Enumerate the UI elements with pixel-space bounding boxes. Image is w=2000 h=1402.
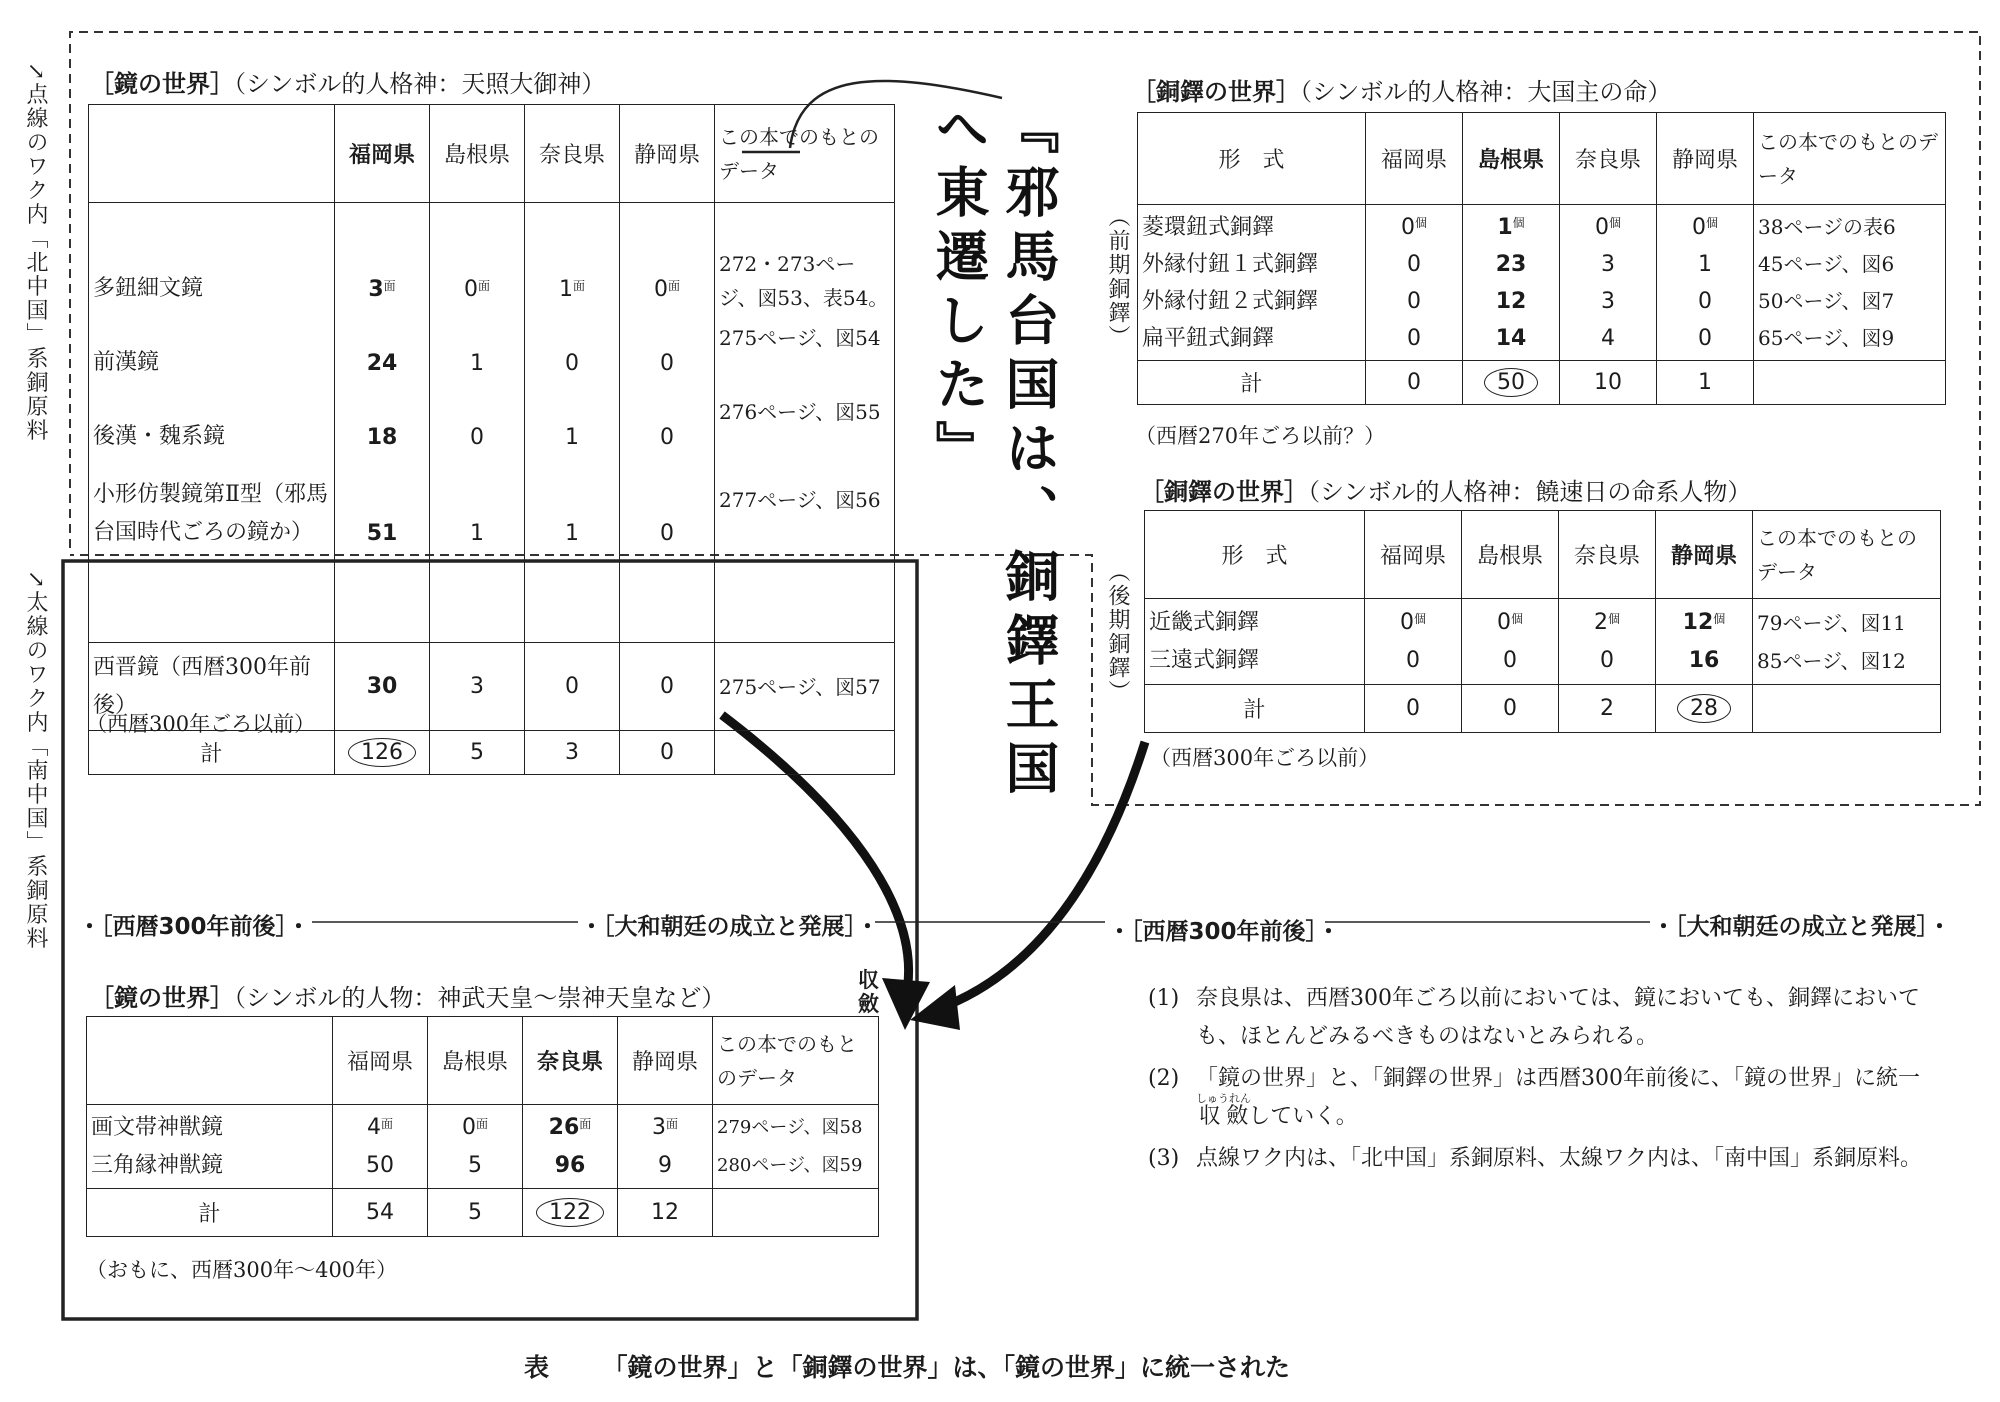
header-nara: 奈良県 [523, 1017, 618, 1105]
col-source [1753, 599, 1941, 685]
col-source [1754, 205, 1946, 361]
cell-value: 0 [660, 520, 674, 546]
source-ref: 50ページ、図7 [1758, 288, 1895, 313]
col-shimane [1462, 599, 1559, 685]
header-nara: 奈良県 [1559, 511, 1656, 599]
item-name: 三角縁神獣鏡 [91, 1152, 224, 1178]
cell-value: 1 [558, 276, 573, 302]
cell-value: 0 [1399, 609, 1414, 635]
point-number: (2) [1148, 1066, 1180, 1091]
cell-value: 0 [1496, 609, 1511, 635]
total-value: 0 [1365, 685, 1462, 733]
unit-label: 面 [665, 1116, 678, 1131]
bell-early-caption [1132, 72, 1671, 107]
cell-value: 0 [1600, 647, 1614, 673]
col-shizuoka [620, 203, 715, 643]
handwritten-note-line1: 『邪馬台国は、銅鐸王国 [997, 100, 1060, 804]
total-value: 0 [620, 731, 715, 775]
row-items-cell [89, 203, 335, 643]
total-label: 計 [1138, 361, 1366, 405]
total-circled: 28 [1677, 694, 1731, 723]
caption-sub: （シンボル的人物：神武天皇〜崇神天皇など） [234, 984, 726, 1012]
mirror-late-table [86, 1016, 879, 1237]
point-text: 奈良県は、西暦300年ごろ以前においては、鏡においても、銅鐸においても、ほとんどみるべきものはないとみられる。 [1196, 986, 1920, 1049]
cell-value: 2 [1593, 609, 1608, 635]
total-circled: 126 [348, 738, 416, 767]
total-value: 12 [618, 1189, 713, 1237]
cell-value: 96 [554, 1152, 586, 1178]
item-name: 小形仿製鏡第Ⅱ型（邪馬台国時代ごろの鏡か） [93, 481, 328, 545]
mirror-early-note: （西暦300年ごろ以前） [86, 712, 316, 736]
point-number: (3) [1148, 1146, 1180, 1171]
caption-title: ［銅鐸の世界］ [1132, 78, 1300, 106]
header-shimane: 島根県 [1462, 511, 1559, 599]
source-ref: 280ページ、図59 [717, 1154, 863, 1176]
header-source: この本でのもとのデータ [1754, 113, 1946, 205]
header-nara: 奈良県 [1560, 113, 1657, 205]
col-fukuoka [1366, 205, 1463, 361]
cell-value: 0 [1503, 647, 1517, 673]
mirror-early-caption [90, 64, 605, 99]
cell-value: 0 [1400, 214, 1415, 240]
total-value: 1 [1657, 361, 1754, 405]
bell-late-side-label: （後期銅鐸） [1105, 560, 1130, 704]
header-type: 形 式 [1145, 511, 1365, 599]
cell-value: 0 [1407, 325, 1421, 351]
cell-value: 50 [366, 1152, 394, 1178]
footer-caption [524, 1348, 1290, 1384]
cell-value: 0 [1594, 214, 1609, 240]
total-value: 5 [430, 731, 525, 775]
source-ref: 45ページ、図6 [1758, 251, 1895, 276]
cell-value: 0 [1407, 288, 1421, 314]
col-shimane [428, 1105, 523, 1189]
item-name: 多鈕細文鏡 [93, 275, 204, 301]
point-text: していく。 [1248, 1104, 1358, 1129]
total-value: 5 [428, 1189, 523, 1237]
cell-value: 3 [651, 1114, 666, 1140]
point-item [1148, 1140, 1956, 1178]
cell-value: 4 [1601, 325, 1615, 351]
cell-value: 3 [1601, 288, 1615, 314]
col-nara [1560, 205, 1657, 361]
header-source: この本でのもとのデータ [1753, 511, 1941, 599]
item-name: 菱環鈕式銅鐸 [1142, 214, 1275, 240]
unit-label: 面 [579, 1116, 592, 1131]
bell-early-note: （西暦270年ごろ以前？） [1135, 424, 1386, 448]
col-shimane [1463, 205, 1560, 361]
unit-label: 面 [475, 1116, 488, 1131]
cell-value: 12 [1682, 609, 1714, 635]
cell-value: 0 [1691, 214, 1706, 240]
col-fukuoka [1365, 599, 1462, 685]
cell-value: 0 [1698, 288, 1712, 314]
cell-value: 0 [470, 424, 484, 450]
caption-title: ［鏡の世界］ [90, 984, 234, 1012]
item-name: 外縁付鈕１式銅鐸 [1142, 251, 1319, 277]
source-ref: 275ページ、図54 [719, 325, 881, 350]
caption-sub: （シンボル的人格神：大国主の命） [1300, 78, 1672, 106]
header-nara: 奈良県 [525, 105, 620, 203]
unit-label: 面 [383, 278, 396, 293]
source-ref: 65ページ、図9 [1758, 325, 1895, 350]
unit-label: 個 [1705, 215, 1718, 230]
cell-value: 0 [1698, 325, 1712, 351]
mirror-early-table [88, 104, 895, 775]
cell-value: 16 [1688, 647, 1720, 673]
cell-value: 51 [366, 520, 398, 546]
header-shimane: 島根県 [428, 1017, 523, 1105]
header-fukuoka: 福岡県 [335, 105, 430, 203]
source-ref: 272・273ページ、図53、表54。 [719, 251, 889, 310]
total-value: 0 [1366, 361, 1463, 405]
cell-value: 1 [470, 520, 484, 546]
mirror-late-note: （おもに、西暦300年〜400年） [86, 1258, 398, 1282]
caption-title: ［銅鐸の世界］ [1140, 478, 1308, 506]
total-circled: 50 [1484, 368, 1538, 397]
timeline-right-period: ・［西暦300年前後］・ [1108, 919, 1341, 945]
bell-early-side-label: （前期銅鐸） [1105, 205, 1130, 349]
bell-early-table [1137, 112, 1946, 405]
cell-value: 4 [366, 1114, 381, 1140]
ruby-word: 収斂しゅうれん [1196, 1092, 1251, 1129]
col-shizuoka [1656, 599, 1753, 685]
total-value: 2 [1559, 685, 1656, 733]
timeline-left-event: ・［大和朝廷の成立と発展］・ [580, 914, 879, 940]
col-shimane [430, 203, 525, 643]
cell-value: 3 [430, 643, 525, 731]
unit-label: 面 [380, 1116, 393, 1131]
mirror-late-caption [90, 978, 725, 1013]
source-ref: 277ページ、図56 [719, 487, 881, 512]
item-name: 扁平鈕式銅鐸 [1142, 325, 1275, 351]
total-circled: 122 [536, 1198, 604, 1227]
col-fukuoka [333, 1105, 428, 1189]
cell-value: 23 [1495, 251, 1527, 277]
col-shizuoka [1657, 205, 1754, 361]
item-name: 画文帯神獣鏡 [91, 1114, 224, 1140]
cell-value: 0 [1406, 647, 1420, 673]
cell-value: 24 [366, 350, 398, 376]
unit-label: 面 [667, 278, 680, 293]
cell-value: 1 [1698, 251, 1712, 277]
convergence-label: 収斂 [858, 968, 879, 1016]
timeline-right-event: ・［大和朝廷の成立と発展］・ [1652, 914, 1951, 940]
cell-value: 12 [1495, 288, 1527, 314]
header-type: 形 式 [1138, 113, 1366, 205]
caption-sub: （シンボル的人格神：天照大御神） [234, 70, 606, 98]
col-nara [523, 1105, 618, 1189]
row-items-cell [1145, 599, 1365, 685]
header-shimane: 島根県 [1463, 113, 1560, 205]
cell-value: 0 [463, 276, 478, 302]
point-item [1148, 1060, 1956, 1136]
bell-late-note: （西暦300年ごろ以前） [1150, 746, 1380, 770]
cell-value: 0 [461, 1114, 476, 1140]
footer-text: 「鏡の世界」と「銅鐸の世界」は、「鏡の世界」に統一された [602, 1353, 1290, 1382]
bell-late-caption [1140, 472, 1751, 507]
cell-value: 5 [468, 1152, 482, 1178]
total-value: 54 [333, 1189, 428, 1237]
point-item [1148, 980, 1956, 1056]
total-label: 計 [87, 1189, 333, 1237]
col-fukuoka [335, 203, 430, 643]
cell-value: 1 [565, 424, 579, 450]
item-name: 外縁付鈕２式銅鐸 [1142, 288, 1319, 314]
source-ref: 275ページ、図57 [715, 643, 895, 731]
cell-value: 0 [660, 350, 674, 376]
header-shizuoka: 静岡県 [618, 1017, 713, 1105]
cell-value: 0 [660, 424, 674, 450]
col-nara [1559, 599, 1656, 685]
row-items-cell [1138, 205, 1366, 361]
header-source: この本でのもとのデータ [713, 1017, 879, 1105]
cell-value: 1 [1497, 214, 1513, 240]
unit-label: 個 [1413, 611, 1426, 626]
cell-value: 26 [548, 1114, 580, 1140]
handwritten-note-line2: へ東遷した』 [927, 100, 990, 484]
total-value: 3 [525, 731, 620, 775]
header-fukuoka: 福岡県 [1366, 113, 1463, 205]
total-value: 10 [1560, 361, 1657, 405]
caption-sub: （シンボル的人格神：饒速日の命系人物） [1308, 478, 1752, 506]
footer-label: 表 [524, 1353, 550, 1382]
cell-value: 0 [653, 276, 668, 302]
cell-value: 0 [565, 350, 579, 376]
unit-label: 個 [1607, 611, 1620, 626]
cell-value: 0 [620, 643, 715, 731]
unit-label: 面 [572, 278, 585, 293]
cell-value: 3 [368, 276, 384, 302]
row-items-cell [87, 1105, 333, 1189]
source-ref: 38ページの表6 [1758, 214, 1896, 239]
item-name: 西晋鏡（西暦300年前後） [89, 643, 335, 731]
col-nara [525, 203, 620, 643]
header-shimane: 島根県 [430, 105, 525, 203]
source-ref: 279ページ、図58 [717, 1116, 863, 1138]
col-source [715, 203, 895, 643]
cell-value: 14 [1495, 325, 1527, 351]
unit-label: 個 [1510, 611, 1523, 626]
cell-value: 1 [565, 520, 579, 546]
unit-label: 個 [1512, 215, 1525, 230]
source-ref: 276ページ、図55 [719, 399, 881, 424]
item-name: 前漢鏡 [93, 349, 160, 375]
caption-title: ［鏡の世界］ [90, 70, 234, 98]
header-fukuoka: 福岡県 [333, 1017, 428, 1105]
bell-late-table [1144, 510, 1941, 733]
point-text: 点線ワク内は、「北中国」系銅原料、太線ワク内は、「南中国」系銅原料。 [1196, 1146, 1923, 1171]
col-shizuoka [618, 1105, 713, 1189]
cell-value: 18 [366, 424, 398, 450]
header-blank [89, 105, 335, 203]
source-ref: 79ページ、図11 [1757, 610, 1906, 635]
total-value: 0 [1462, 685, 1559, 733]
header-shizuoka: 静岡県 [1656, 511, 1753, 599]
unit-label: 個 [1608, 215, 1621, 230]
unit-label: 個 [1713, 611, 1726, 626]
total-label: 計 [89, 731, 335, 775]
cell-value: 9 [658, 1152, 672, 1178]
point-text: 「鏡の世界」と、「銅鐸の世界」は西暦300年前後に、「鏡の世界」に統一 [1196, 1066, 1920, 1091]
point-number: (1) [1148, 986, 1180, 1011]
item-name: 近畿式銅鐸 [1149, 609, 1260, 635]
header-shizuoka: 静岡県 [1657, 113, 1754, 205]
header-shizuoka: 静岡県 [620, 105, 715, 203]
point-list [1148, 980, 1956, 1178]
dotted-frame-label: ↗点線のワク内「北中国」系銅原料 [23, 62, 48, 443]
item-name: 後漢・魏系鏡 [93, 423, 226, 449]
item-name: 三遠式銅鐸 [1149, 647, 1260, 673]
header-fukuoka: 福岡県 [1365, 511, 1462, 599]
cell-value: 0 [525, 643, 620, 731]
unit-label: 個 [1414, 215, 1427, 230]
total-label: 計 [1145, 685, 1365, 733]
unit-label: 面 [477, 278, 490, 293]
cell-value: 1 [470, 350, 484, 376]
cell-value: 3 [1601, 251, 1615, 277]
cell-value: 0 [1407, 251, 1421, 277]
col-source [713, 1105, 879, 1189]
header-source: この本でのもとのデータ [715, 105, 895, 203]
bold-frame-label: ↗太線のワク内「南中国」系銅原料 [23, 570, 48, 951]
source-ref: 85ページ、図12 [1757, 648, 1906, 673]
cell-value: 30 [335, 643, 430, 731]
header-blank [87, 1017, 333, 1105]
timeline-left-period: ・［西暦300年前後］・ [78, 914, 311, 940]
